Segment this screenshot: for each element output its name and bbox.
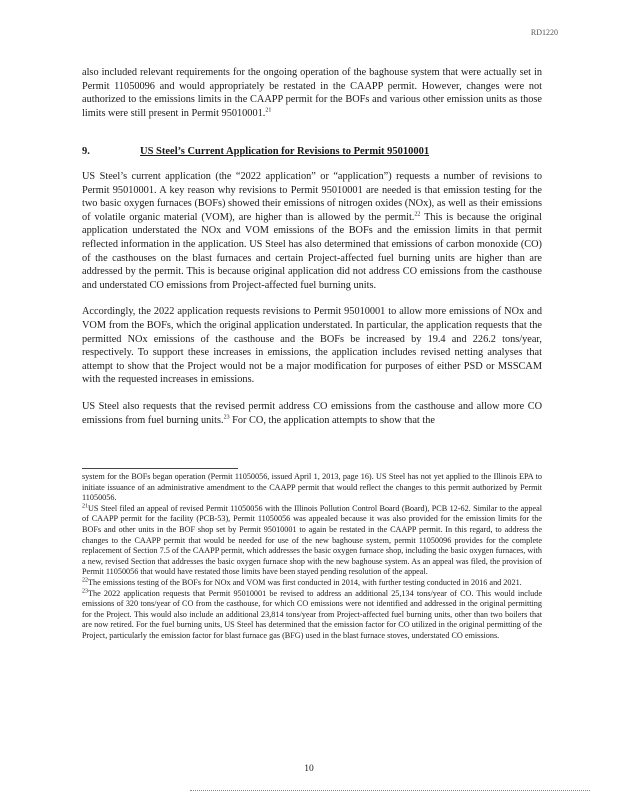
footnote-marker: 23 bbox=[82, 587, 88, 594]
paragraph-text: This is because the original application understated the NOx and VOM emissions of the BOFs and the emission limits in that permit reflected information in the application. US Steel has also determined that emissions of carbon monoxide (CO) of the casthouses on the blast furnaces and certain Project-affected fuel burning units are higher than are addressed by the permit. This is because original application did not address CO emissions from the casthouse and understated CO emissions from Project-affected fuel burning units. bbox=[82, 211, 542, 291]
footnote-23 bbox=[82, 589, 542, 642]
paragraph-text: Accordingly, the 2022 application requests revisions to Permit 95010001 to allow more emissions of NOx and VOM from the BOFs, which the original application understated. In particular, the application requests that the permitted NOx emissions of the casthouse and the BOFs be increased by 19.4 and 226.2 tons/year, respectively. To support these increases in emissions, the application includes revised netting analyses that attempt to show that the Project would not be a major modification for purposes of either PSD or MSSCAM with the requested increases in emissions. bbox=[82, 306, 542, 386]
footnote-21 bbox=[82, 504, 542, 578]
footnote-22 bbox=[82, 578, 542, 589]
paragraph-text: US Steel’s current application (the “2022 application” or “application”) requests a number of revisions to Permit 95010001. A key reason why revisions to Permit 95010001 are needed is that emission testing for the two basic oxygen furnaces (BOFs) showed their emissions of nitrogen oxides (NOx), as well as their emissions of volatile organic material (VOM), are higher than is allowed by the permit. bbox=[82, 171, 542, 223]
footnote-text: system for the BOFs began operation (Permit 11050056, issued April 1, 2013, page 16). US Steel has not yet applied to the Illinois EPA to initiate issuance of an administrative amendment to the CAAPP permit that would reflect the changes to this permit authorized by Permit 11050056. bbox=[82, 472, 542, 503]
paragraph-text: US Steel also requests that the revised permit address CO emissions from the casthouse and allow more CO emissions from fuel burning units. bbox=[82, 400, 542, 426]
footnote-ref-21: 21 bbox=[265, 107, 272, 114]
paragraph-application bbox=[82, 170, 542, 292]
footnote-separator bbox=[82, 468, 238, 469]
footnote-ref-23: 23 bbox=[223, 414, 230, 421]
section-title: US Steel’s Current Application for Revisions to Permit 95010001 bbox=[140, 146, 430, 157]
intro-text: also included relevant requirements for the ongoing operation of the baghouse system that were actually set in Permit 11050096 and would appropriately be restated in the CAAPP permit. However, changes were not authorized to the emissions limits in the CAAPP permit for the BOFs and various other emission units as those limits were still present in Permit 95010001. bbox=[82, 67, 542, 119]
footnote-text: US Steel filed an appeal of revised Permit 11050056 with the Illinois Pollution Control Board (Board), PCB 12-62. Similar to the appeal of CAAPP permit for the facility (PCB-53), Permit 11050056 was appealed because it was also provided for the emission limits for the BOFs and other units in the BOF shop set by Permit 95010001 to again be restated in the CAAPP permit. In this regard, to address the changes to the CAAPP permit that would be needed for use of the new baghouse system, permit 11050096 provides for the complete replacement of Section 7.5 of the CAAPP permit, which addresses the basic oxygen furnace shop, including the basic oxygen furnaces, with a new, revised Section that addresses the basic oxygen furnace shop with the new baghouse system. As an appeal was filed, the provision of Permit 11050056 that would have restated those limits have been stayed pending resolution of the appeal. bbox=[82, 503, 542, 577]
paragraph-accordingly bbox=[82, 305, 542, 387]
footnote-continuation bbox=[82, 472, 542, 504]
bates-number: RD1220 bbox=[530, 28, 558, 37]
footnote-text: The emissions testing of the BOFs for NOx and VOM was first conducted in 2014, with further testing conducted in 2016 and 2021. bbox=[88, 577, 522, 587]
paragraph-co bbox=[82, 400, 542, 427]
footnote-marker: 21 bbox=[82, 503, 88, 510]
intro-paragraph bbox=[82, 66, 542, 120]
main-body bbox=[82, 170, 542, 427]
paragraph-text: For CO, the application attempts to show that the bbox=[232, 414, 435, 426]
page-number: 10 bbox=[304, 764, 314, 774]
scan-artifact-line bbox=[190, 790, 590, 791]
footnotes bbox=[82, 472, 542, 642]
footnote-marker: 22 bbox=[82, 577, 88, 584]
footnote-text: The 2022 application requests that Permit 95010001 be revised to address an additional 25,134 tons/year of CO. This would include emissions of 320 tons/year of CO from the casthouse, for which CO emissions were not identified and addressed in the original permitting for the Project. This would also include an additional 23,814 tons/year from Project-affected fuel burning units, other than two boilers that are now retired. For the fuel burning units, US Steel has determined that the emission factor for CO utilized in the original permitting of the Project, particularly the emission factor for blast furnace gas (BFG) used in the blast furnace stoves, understated CO emissions. bbox=[82, 588, 542, 640]
section-number: 9. bbox=[82, 146, 90, 157]
footnote-ref-22: 22 bbox=[414, 211, 421, 218]
section-heading bbox=[82, 146, 429, 157]
